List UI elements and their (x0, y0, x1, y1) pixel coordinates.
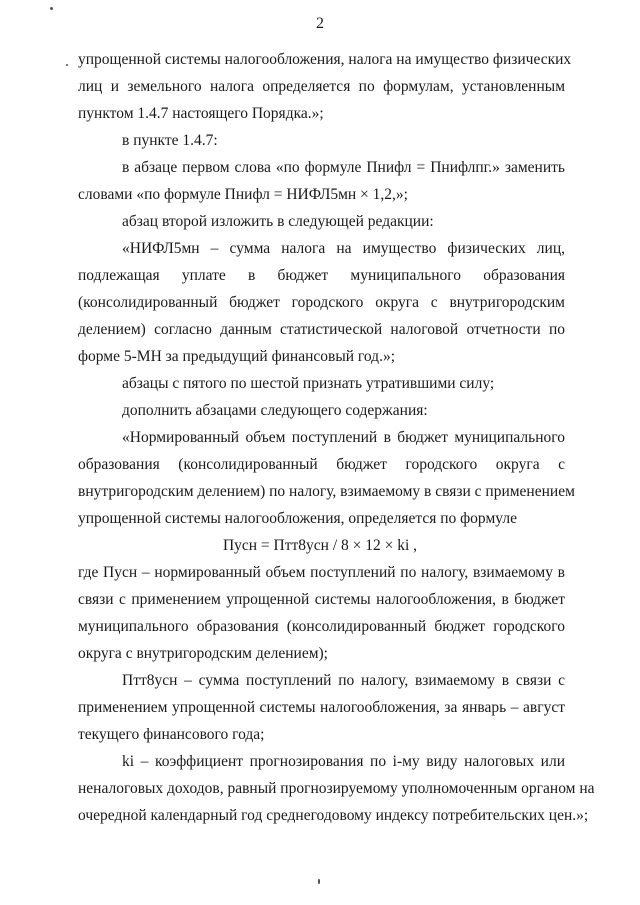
text-line: лиц и земельного налога определяется по формулам, установленным (78, 78, 565, 95)
text-line: упрощенной системы налогообложения, определяется по формуле (78, 510, 517, 527)
text-line: где Пусн – нормированный объем поступлений по налогу, взимаемому в (78, 564, 565, 581)
text-line: неналоговых доходов, равный прогнозируемому уполномоченным органом на (78, 780, 595, 797)
scan-speck (318, 879, 320, 884)
text-line: образования (консолидированный бюджет городского округа с (78, 456, 565, 473)
text-line: применением упрощенной системы налогообложения, за январь – август (78, 699, 565, 716)
text-line: ki – коэффициент прогнозирования по i-му виду налоговых или (122, 753, 565, 770)
text-line: форме 5-МН за предыдущий финансовый год.»; (78, 348, 396, 365)
text-line: муниципального образования (консолидированный бюджет городского (78, 618, 565, 635)
text-line: в пункте 1.4.7: (122, 132, 218, 149)
text-line: округа с внутригородским делением); (78, 645, 328, 662)
scan-speck (66, 64, 68, 66)
text-line: текущего финансового года; (78, 726, 265, 743)
text-line: абзац второй изложить в следующей редакции: (122, 213, 434, 230)
text-line: (консолидированный бюджет городского округа с внутригородским (78, 294, 565, 311)
text-line: абзацы с пятого по шестой признать утратившими силу; (122, 375, 495, 392)
text-line: «НИФЛ5мн – сумма налога на имущество физических лиц, (122, 240, 565, 257)
text-line: внутригородским делением) по налогу, взимаемому в связи с применением (78, 483, 575, 500)
text-line: делением) согласно данным статистической налоговой отчетности по (78, 321, 565, 338)
scan-speck (50, 7, 53, 10)
text-line: подлежащая уплате в бюджет муниципального образования (78, 267, 565, 284)
page-number: 2 (316, 15, 324, 32)
text-line: дополнить абзацами следующего содержания: (122, 402, 428, 419)
text-line: очередной календарный год среднегодовому индексу потребительских цен.»; (78, 807, 589, 824)
text-line: пунктом 1.4.7 настоящего Порядка.»; (78, 105, 324, 122)
text-line: в абзаце первом слова «по формуле Пнифл = Пнифлпг.» заменить (122, 159, 565, 176)
text-line: «Нормированный объем поступлений в бюджет муниципального (122, 429, 565, 446)
text-line: связи с применением упрощенной системы налогообложения, в бюджет (78, 591, 565, 608)
text-line: упрощенной системы налогообложения, налога на имущество физических (78, 51, 572, 68)
text-line: Птт8усн – сумма поступлений по налогу, взимаемому в связи с (122, 672, 565, 689)
text-line: словами «по формуле Пнифл = НИФЛ5мн × 1,2,»; (78, 186, 408, 203)
formula: Пусн = Птт8усн / 8 × 12 × ki , (222, 537, 418, 554)
